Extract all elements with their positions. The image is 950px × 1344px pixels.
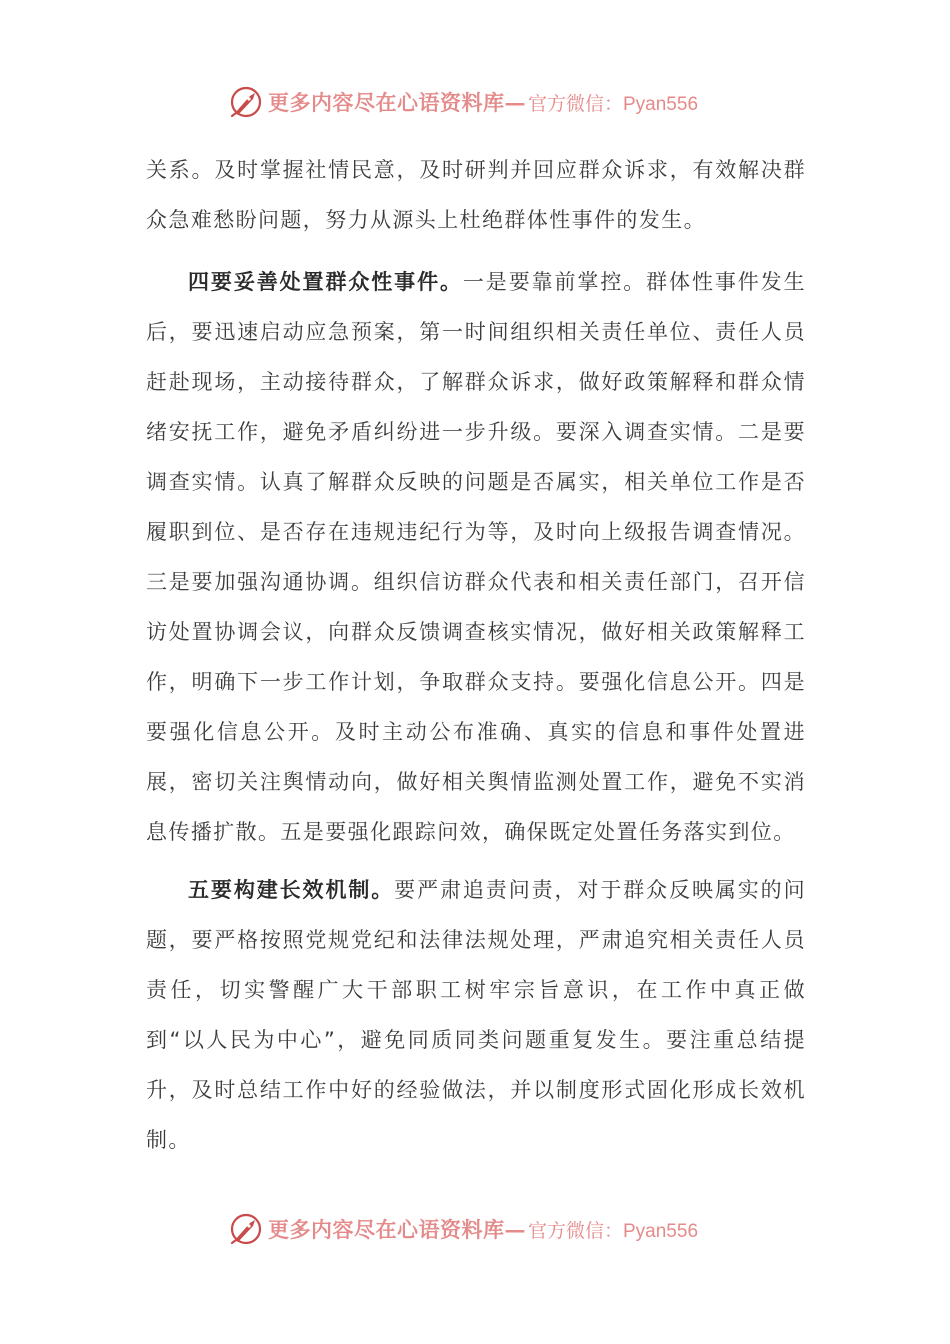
banner-wechat: 官方微信：Pyan556 — [528, 1220, 699, 1242]
banner-title: 更多内容尽在心语资料库— — [268, 90, 526, 115]
paragraph-section-five — [146, 865, 806, 1165]
paragraph-section-four — [146, 257, 806, 857]
section-heading: 五要构建长效机制。 — [188, 878, 395, 902]
pen-nib-logo-icon — [228, 84, 264, 120]
paragraph-text: 要严肃追责问责，对于群众反映属实的问题，要严格按照党规党纪和法律法规处理，严肃追究相关责任人员责任，切实警醒广大干部职工树牢宗旨意识，在工作中真正做到“以人民为中心”，避免同质同类问题重复发生。要注重总结提升，及时总结工作中好的经验做法，并以制度形式固化形成长效机制。 — [146, 878, 806, 1152]
footer-banner — [228, 1209, 698, 1249]
pen-nib-logo-icon — [228, 1211, 264, 1247]
banner-title: 更多内容尽在心语资料库— — [268, 1217, 526, 1242]
paragraph-text: 一是要靠前掌控。群体性事件发生后，要迅速启动应急预案，第一时间组织相关责任单位、责任人员赶赴现场，主动接待群众，了解群众诉求，做好政策解释和群众情绪安抚工作，避免矛盾纠纷进一步升级。要深入调查实情。二是要调查实情。认真了解群众反映的问题是否属实，相关单位工作是否履职到位、是否存在违规违纪行为等，及时向上级报告调查情况。三是要加强沟通协调。组织信访群众代表和相关责任部门，召开信访处置协调会议，向群众反馈调查核实情况，做好相关政策解释工作，明确下一步工作计划，争取群众支持。要强化信息公开。四是要强化信息公开。及时主动公布准确、真实的信息和事件处置进展，密切关注舆情动向，做好相关舆情监测处置工作，避免不实消息传播扩散。五是要强化跟踪问效，确保既定处置任务落实到位。 — [146, 270, 806, 844]
banner-wechat: 官方微信：Pyan556 — [528, 93, 699, 115]
paragraph-text: 关系。及时掌握社情民意，及时研判并回应群众诉求，有效解决群众急难愁盼问题，努力从源头上杜绝群体性事件的发生。 — [146, 158, 806, 232]
section-heading: 四要妥善处置群众性事件。 — [188, 270, 463, 294]
header-banner — [228, 82, 698, 122]
paragraph-continued — [146, 145, 806, 245]
